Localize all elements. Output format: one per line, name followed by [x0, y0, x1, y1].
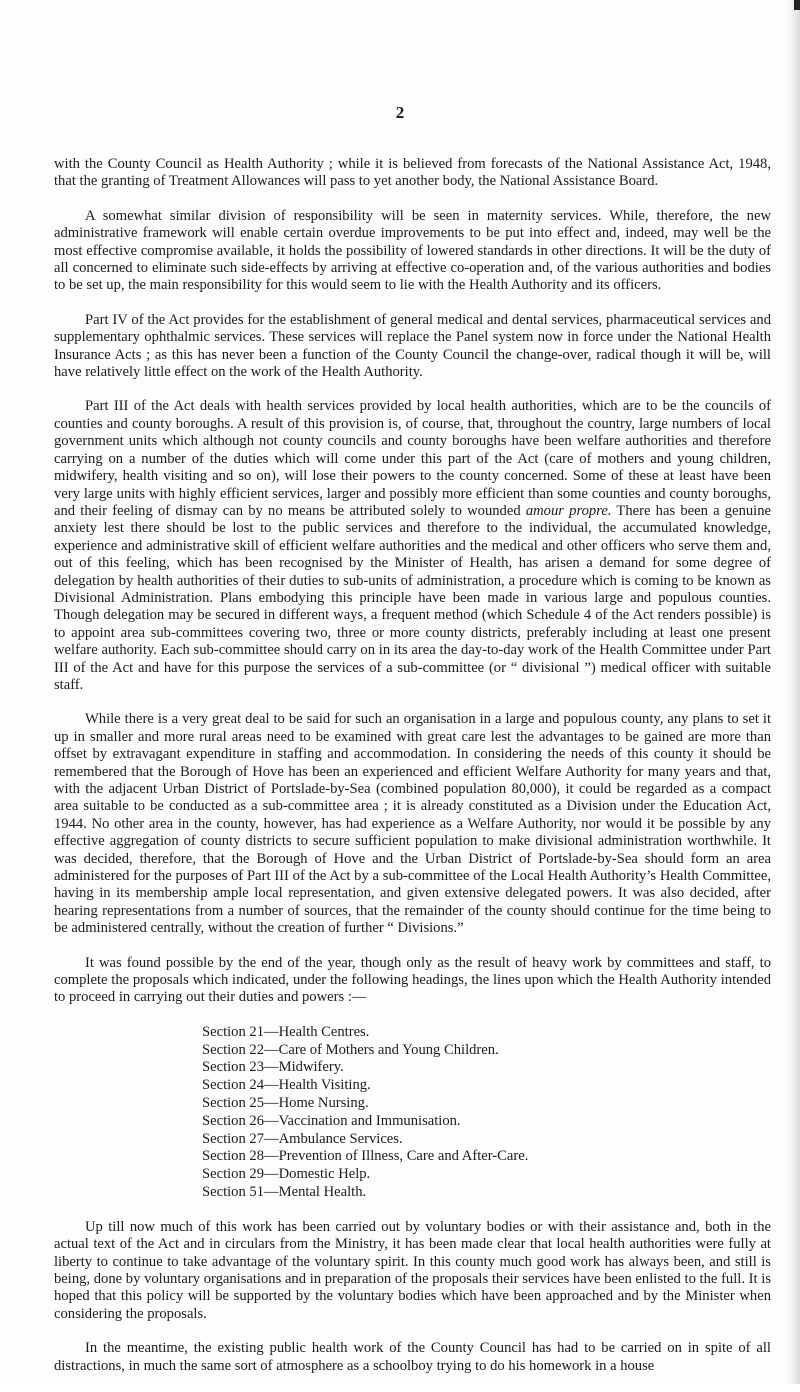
paragraph-part-iii [54, 398, 771, 694]
list-item: Section 24—Health Visiting. [202, 1077, 371, 1094]
paragraph-voluntary-bodies: Up till now much of this work has been carried out by voluntary bodies or with their assistance and, both in the actual text of the Act and in circulars from the Ministry, it has been made clear that local health authorities were fully at liberty to continue to take advantage of the voluntary spirit. In this county much good work has always been, and still is being, done by voluntary organisations and in preparation of the proposals their services have been enlisted to the full. It is hoped that this policy will be supported by the voluntary bodies which have been approached and by the Minister when considering the proposals. [54, 1218, 771, 1322]
list-item: Section 27—Ambulance Services. [202, 1130, 403, 1147]
list-item: Section 51—Mental Health. [202, 1184, 367, 1201]
page-number: 2 [395, 103, 405, 122]
list-item: Section 26—Vaccination and Immunisation. [202, 1112, 461, 1129]
list-item: Section 25—Home Nursing. [202, 1095, 369, 1112]
list-item: Section 28—Prevention of Illness, Care and After-Care. [202, 1148, 529, 1165]
paragraph-continuation: with the County Council as Health Authority ; while it is believed from forecasts of the National Assistance Act, 1948, that the granting of Treatment Allowances will pass to yet another body, the National Assistance Board. [54, 156, 771, 190]
list-item: Section 21—Health Centres. [202, 1023, 370, 1040]
paragraph-part-iv: Part IV of the Act provides for the establishment of general medical and dental services, pharmaceutical services and supplementary ophthalmic services. These services will replace the Panel system now in force under the National Health Insurance Acts ; as this has never been a function of the County Council the change-over, radical though it will be, will have relatively little effect on the work of the Health Authority. [54, 311, 771, 381]
paragraph-maternity-services: A somewhat similar division of responsibility will be seen in maternity services. While, therefore, the new administrative framework will enable certain overdue improvements to be put into effect and, indeed, may well be the most effective compromise available, it holds the possibility of lowered standards in other directions. It will be the duty of all concerned to eliminate such side-effects by arriving at effective co-operation and, of the various authorities and bodies to be set up, the main responsibility for this would seem to lie with the Health Authority and its officers. [54, 207, 771, 294]
page-edge-shadow [786, 0, 800, 1384]
paragraph-divisional-plans: While there is a very great deal to be said for such an organisation in a large and populous county, any plans to set it up in smaller and more rural areas need to be examined with great care lest the advantages to be gained are more than offset by extravagant expenditure in staffing and accommodation. In considering the needs of this county it should be remembered that the Borough of Hove has been an experienced and efficient Welfare Authority for many years and that, with the adjacent Urban District of Portslade-by-Sea (combined population 80,000), it could be regarded as a compact area suitable to be conducted as a sub-committee area ; it is already constituted as a Division under the Education Act, 1944. No other area in the county, however, has had experience as a Welfare Authority, nor would it be possible by any effective aggregation of county districts to secure sufficient population to make divisional administration worthwhile. It was decided, therefore, that the Borough of Hove and the Urban District of Portslade-by-Sea should form an area administered for the purposes of Part III of the Act by a sub-committee of the Local Health Authority’s Health Committee, having in its membership ample local representation, and given extensive delegated powers. It was also decided, after hearing representations from a number of sources, that the remainder of the county should continue for the time being to be administered centrally, without the creation of further “ Divisions.” [54, 711, 771, 937]
list-item: Section 29—Domestic Help. [202, 1166, 371, 1183]
part-iii-italic-phrase: amour propre. [525, 502, 612, 519]
part-iii-text-a: Part III of the Act deals with health services provided by local health authorities, which are to be the councils of counties and county boroughs. A result of this provision is, of course, that, throughout the country, large numbers of local government units which although not county councils and county boroughs have been welfare authorities and therefore carrying on a number of the duties which will come under this part of the Act (care of mothers and young children, midwifery, health visiting and so on), will lose their powers to the county concerned. Some of these at least have been very large units with highly efficient services, larger and possibly more efficient than some counties and county boroughs, and their feeling of dismay can by no means be attributed solely to wounded [54, 398, 771, 519]
paragraph-proposals-intro: It was found possible by the end of the year, though only as the result of heavy work by committees and staff, to complete the proposals which indicated, under the following headings, the lines upon which the Health Authority intended to proceed in carrying out their duties and powers :— [54, 954, 771, 1006]
paragraph-meantime: In the meantime, the existing public health work of the County Council has had to be carried on in spite of all distractions, in much the same sort of atmosphere as a schoolboy trying to do his homework in a house [54, 1340, 771, 1374]
list-item: Section 23—Midwifery. [202, 1059, 344, 1076]
part-iii-text-b: There has been a genuine anxiety lest there should be lost to the public services and therefore to the individual, the accumulated knowledge, experience and administrative skill of efficient welfare authorities and the medical and other officers who serve them and, out of this feeling, which has been recognised by the Minister of Health, has arisen a demand for some degree of delegation by health authorities of their duties to sub-units of administration, a procedure which is coming to be known as Divisional Administration. Plans embodying this principle have been made in various large and populous counties. Though delegation may be secured in different ways, a frequent method (which Schedule 4 of the Act renders possible) is to appoint area sub-committees covering two, three or more county districts, preferably including at least one present welfare authority. Each sub-committee should carry on in its area the day-to-day work of the Health Committee under Part III of the Act and have for this purpose the services of a sub-committee (or “ divisional ”) medical officer with suitable staff. [54, 502, 771, 693]
section-list [54, 1024, 771, 1202]
list-item: Section 22—Care of Mothers and Young Children. [202, 1041, 499, 1058]
document-body [54, 156, 771, 1392]
page-edge-mark [794, 0, 800, 10]
